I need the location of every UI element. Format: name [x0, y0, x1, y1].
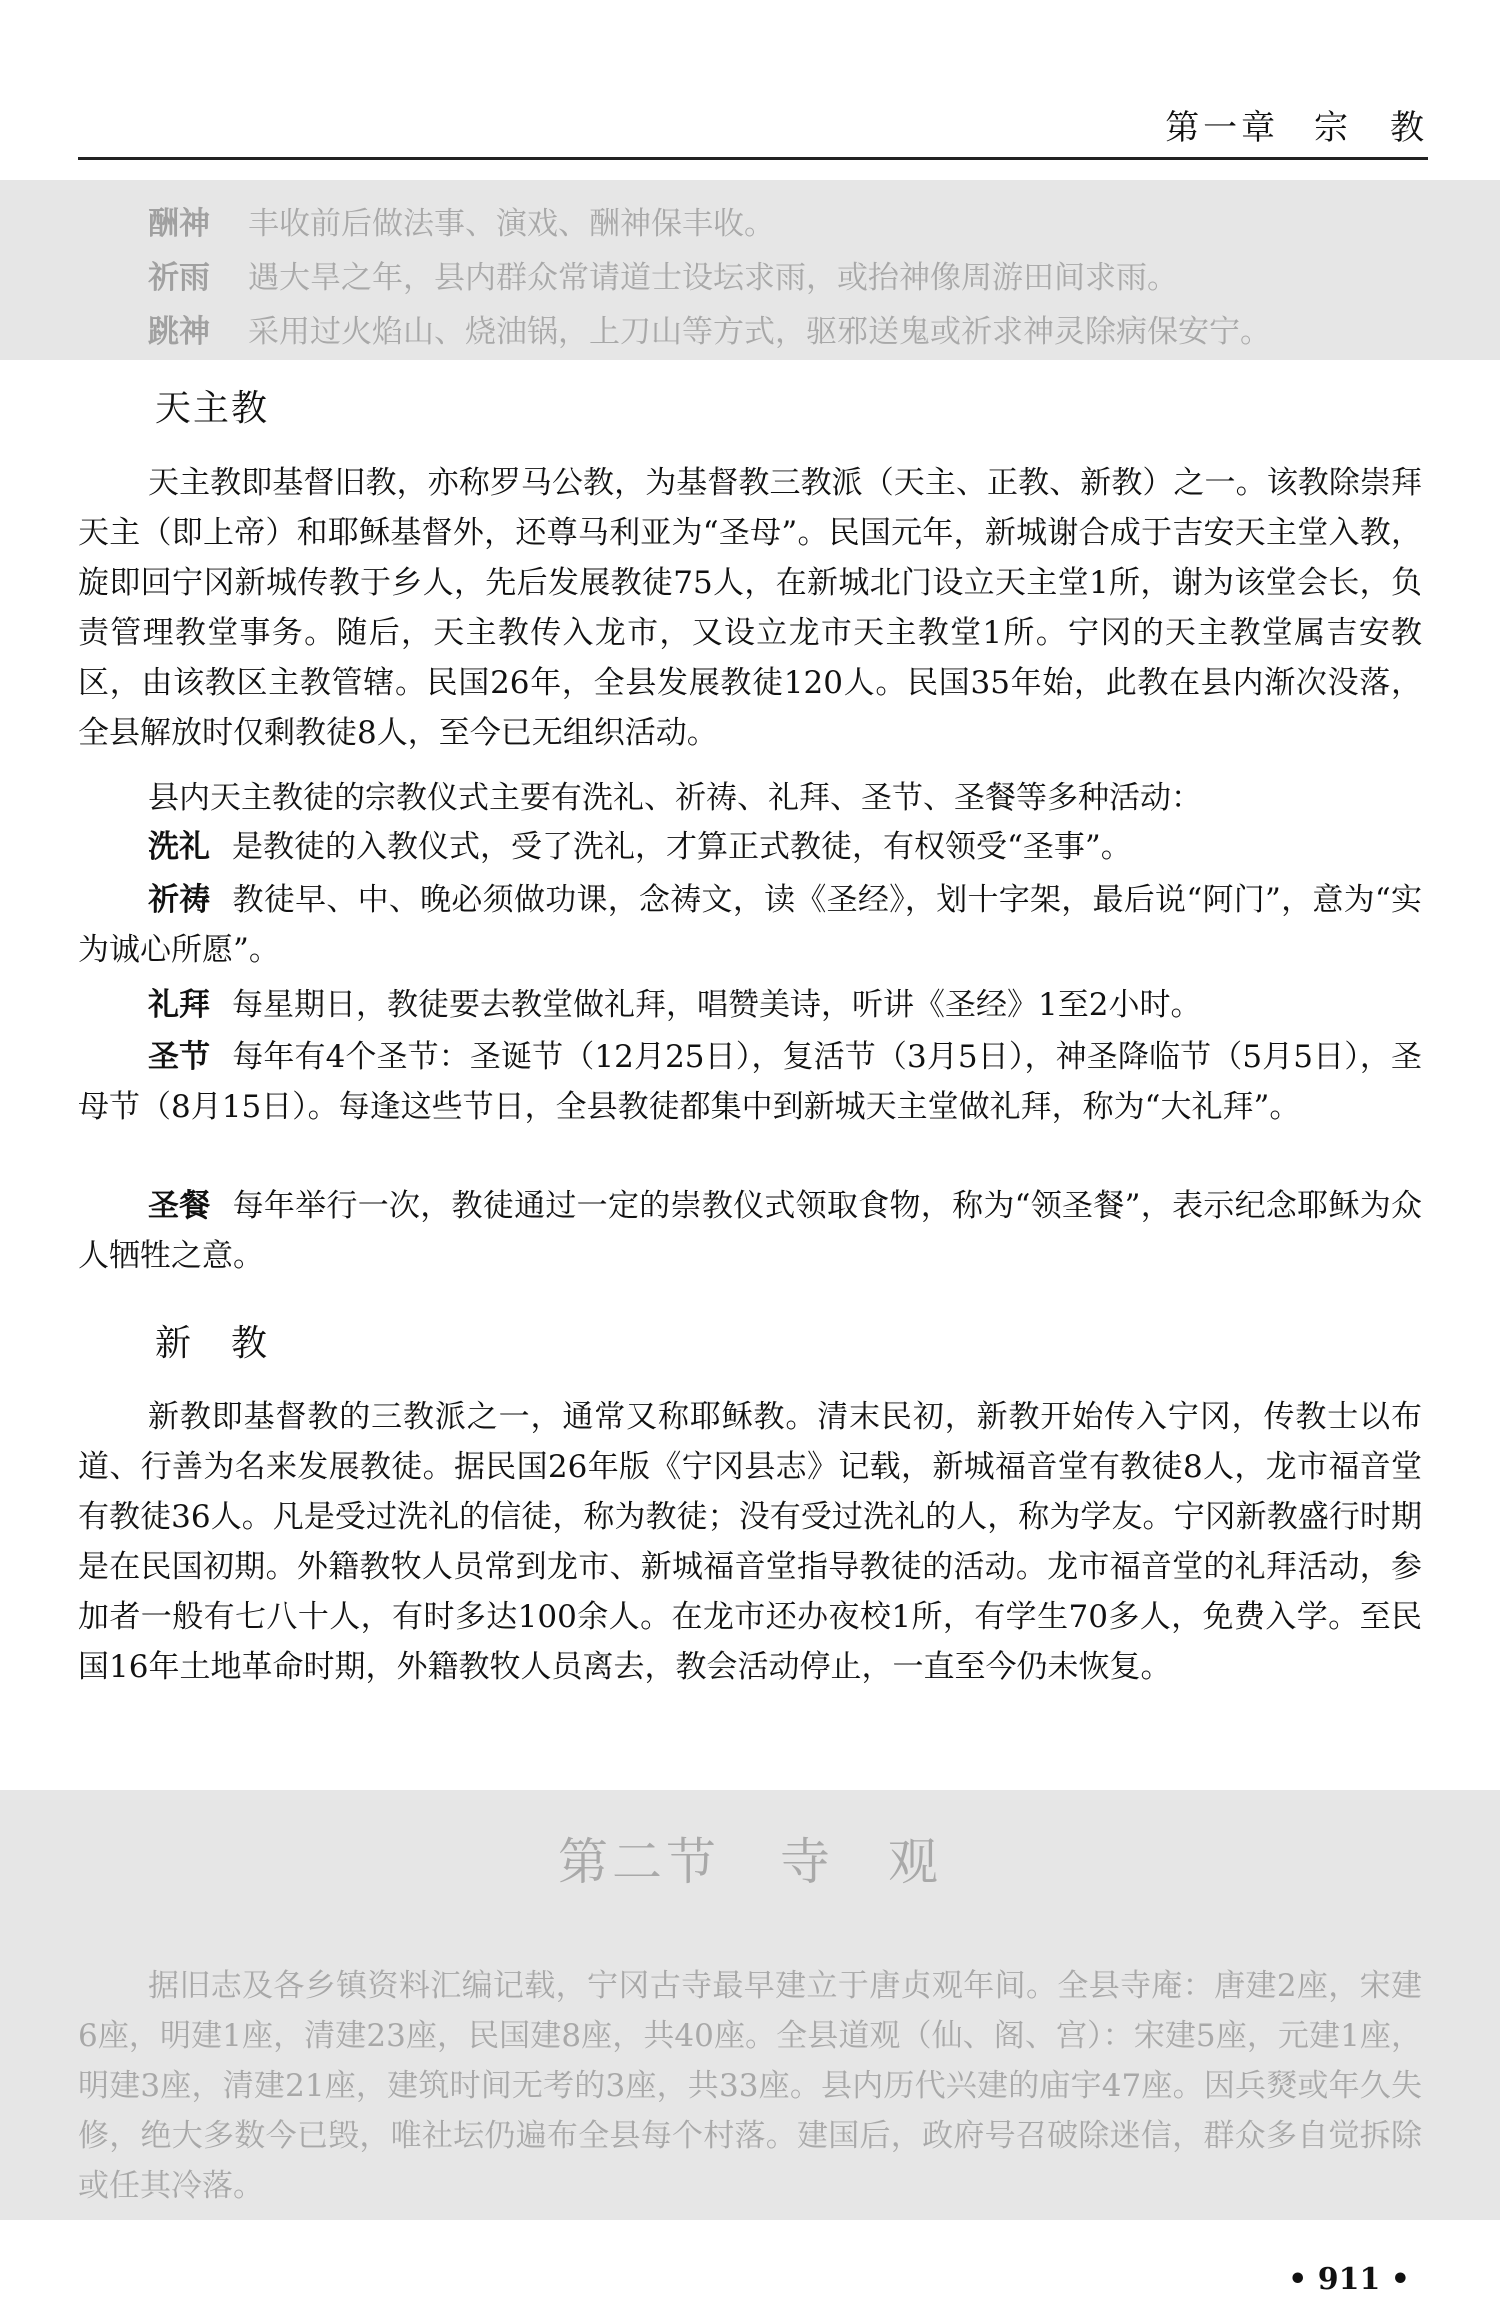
- rite-term: 礼拜: [148, 987, 210, 1023]
- rite-text: 是教徒的入教仪式，受了洗礼，才算正式教徒，有权领受“圣事”。: [232, 829, 1132, 865]
- rite-term: 洗礼: [148, 829, 210, 865]
- item-text: 采用过火焰山、烧油锅，上刀山等方式，驱邪送鬼或祈求神灵除病保安宁。: [248, 314, 1271, 350]
- item-text: 丰收前后做法事、演戏、酬神保丰收。: [248, 206, 775, 242]
- rite-item: [78, 875, 1422, 975]
- rite-term: 祈祷: [148, 882, 211, 918]
- section-paragraph: 据旧志及各乡镇资料汇编记载，宁冈古寺最早建立于唐贞观年间。全县寺庵：唐建2座，宋建6座，明建1座，清建23座，民国建8座，共40座。全县道观（仙、阁、宫）：宋建5座，元建1座，明建3座，清建21座，建筑时间无考的3座，共33座。县内历代兴建的庙宇47座。因兵燹或年久失修，绝大多数今已毁，唯社坛仍遍布全县每个村落。建国后，政府号召破除迷信，群众多自觉拆除或任其冷落。: [78, 1968, 1423, 2204]
- item-text: 遇大旱之年，县内群众常请道士设坛求雨，或抬神像周游田间求雨。: [248, 260, 1178, 296]
- protestant-heading: 新 教: [155, 1323, 270, 1364]
- rite-item: [78, 822, 1422, 872]
- catholic-intro-paragraph: 天主教即基督旧教，亦称罗马公教，为基督教三教派（天主、正教、新教）之一。该教除崇拜天主（即上帝）和耶稣基督外，还尊马利亚为“圣母”。民国元年，新城谢合成于吉安天主堂入教，旋即回宁冈新城传教于乡人，先后发展教徒75人，在新城北门设立天主堂1所，谢为该堂会长，负责管理教堂事务。随后，天主教传入龙市，又设立龙市天主教堂1所。宁冈的天主教堂属吉安教区，由该教区主教管辖。民国26年，全县发展教徒120人。民国35年始，此教在县内渐次没落，全县解放时仅剩教徒8人，至今已无组织活动。: [78, 465, 1422, 751]
- rite-item: [78, 1181, 1422, 1281]
- rite-text: 每年有4个圣节：圣诞节（12月25日），复活节（3月5日），神圣降临节（5月5日），圣母节（8月15日）。每逢这些节日，全县教徒都集中到新城天主堂做礼拜，称为“大礼拜”。: [78, 1039, 1423, 1125]
- protestant-paragraph: 新教即基督教的三教派之一，通常又称耶稣教。清末民初，新教开始传入宁冈，传教士以布道、行善为名来发展教徒。据民国26年版《宁冈县志》记载，新城福音堂有教徒8人，龙市福音堂有教徒36人。凡是受过洗礼的信徒，称为教徒；没有受过洗礼的人，称为学友。宁冈新教盛行时期是在民国初期。外籍教牧人员常到龙市、新城福音堂指导教徒的活动。龙市福音堂的礼拜活动，参加者一般有七八十人，有时多达100余人。在龙市还办夜校1所，有学生70多人，免费入学。至民国16年土地革命时期，外籍教牧人员离去，教会活动停止，一直至今仍未恢复。: [78, 1399, 1422, 1685]
- rite-item: [78, 980, 1422, 1030]
- header-divider: [78, 157, 1428, 160]
- page-number: • 911 •: [1288, 2262, 1410, 2297]
- chapter-header: 第一章 宗 教: [1165, 108, 1428, 148]
- item-term: 祈雨: [148, 260, 210, 296]
- rite-item: [78, 1032, 1422, 1132]
- rite-term: 圣节: [148, 1039, 211, 1075]
- rite-text: 教徒早、中、晚必须做功课，念祷文，读《圣经》，划十字架，最后说“阿门”，意为“实为诚心所愿”。: [78, 882, 1423, 968]
- section-title: 第二节 寺 观: [558, 1833, 942, 1891]
- rite-term: 圣餐: [148, 1188, 211, 1224]
- item-term: 酬神: [148, 206, 210, 242]
- item-term: 跳神: [148, 314, 210, 350]
- catholic-heading: 天主教: [155, 388, 270, 429]
- catholic-rites-intro: 县内天主教徒的宗教仪式主要有洗礼、祈祷、礼拜、圣节、圣餐等多种活动：: [148, 780, 1202, 816]
- rite-text: 每星期日，教徒要去教堂做礼拜，唱赞美诗，听讲《圣经》1至2小时。: [232, 987, 1202, 1023]
- rite-text: 每年举行一次，教徒通过一定的崇教仪式领取食物，称为“领圣餐”，表示纪念耶稣为众人牺牲之意。: [78, 1188, 1423, 1274]
